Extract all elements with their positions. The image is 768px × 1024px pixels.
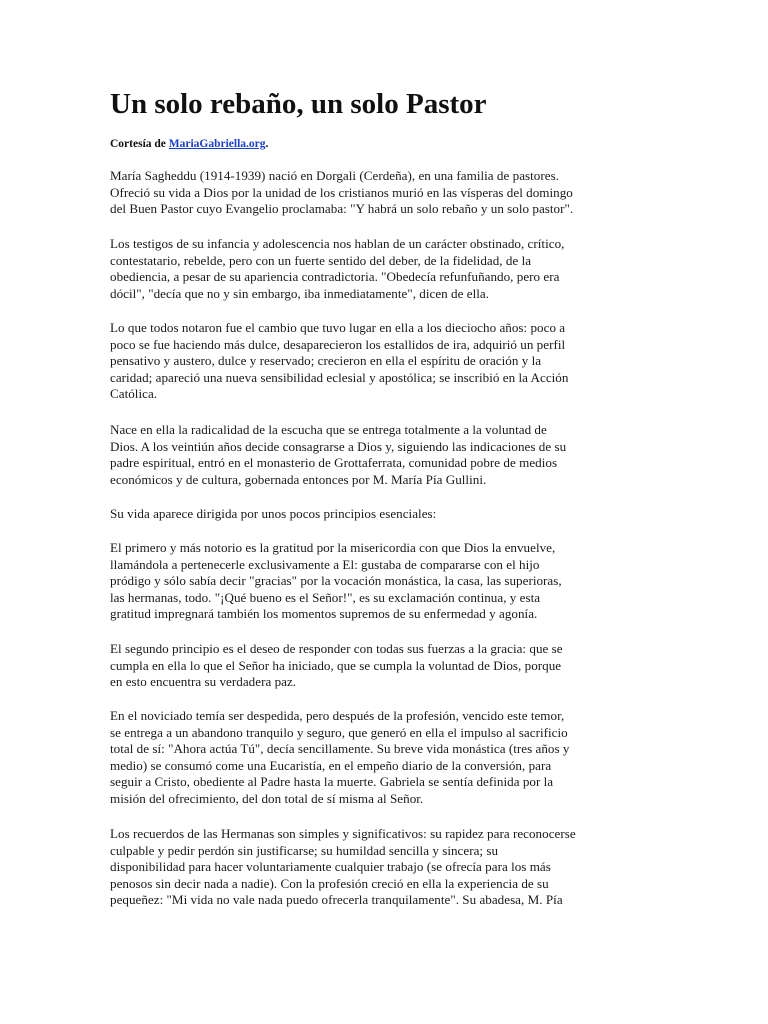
paragraph-3	[110, 320, 568, 403]
text-line: medio) se consumó come una Eucaristía, en el empeño diario de la conversión, para	[110, 757, 552, 773]
text-line: Su vida aparece dirigida por unos pocos principios esenciales:	[110, 506, 437, 521]
courtesy-line	[110, 136, 660, 152]
text-line: Los recuerdos de las Hermanas son simples y significativos: su rapidez para reconocerse	[110, 826, 576, 841]
text-line: El primero y más notorio es la gratitud por la misericordia con que Dios la envuelve,	[110, 540, 556, 555]
text-line: las hermanas, todo. "¡Qué bueno es el Señor!", es su exclamación continua, y esta	[110, 589, 541, 605]
paragraph-4	[110, 422, 566, 488]
text-line: disponibilidad para hacer voluntariamente cualquier trabajo (se ofrecía para los más	[110, 859, 551, 875]
source-link[interactable]: MariaGabriella.org	[168, 138, 266, 150]
text-line: Lo que todos notaron fue el cambio que tuvo lugar en ella a los dieciocho años: poco a	[110, 320, 566, 335]
courtesy-prefix: Cortesía de	[110, 138, 169, 150]
text-line: cumpla en ella lo que el Señor ha iniciado, que se cumpla la voluntad de Dios, porque	[110, 657, 562, 673]
text-line: misión del ofrecimiento, del don total de sí misma al Señor.	[110, 790, 424, 806]
text-line: poco se fue haciendo más dulce, desaparecieron los estallidos de ira, adquirió un perfil	[110, 336, 566, 352]
text-line: gratitud impregnará también los momentos supremos de su enfermedad y agonía.	[110, 606, 538, 622]
text-line: penosos sin decir nada a nadie). Con la profesión creció en ella la experiencia de su	[110, 875, 549, 891]
text-line: El segundo principio es el deseo de responder con todas sus fuerzas a la gracia: que se	[110, 641, 563, 656]
text-line: llamándola a pertenecerle exclusivamente a El: gustaba de compararse con el hijo	[110, 556, 540, 572]
text-line: pequeñez: "Mi vida no vale nada puedo ofrecerla tranquilamente". Su abadesa, M. Pía	[110, 892, 563, 908]
text-line: caridad; apareció una nueva sensibilidad eclesial y apostólica; se inscribió en la Acción	[110, 369, 569, 385]
text-line: del Buen Pastor cuyo Evangelio proclamaba: "Y habrá un solo rebaño y un solo pastor".	[110, 201, 574, 217]
text-line: Ofreció su vida a Dios por la unidad de los cristianos murió en las vísperas del domingo	[110, 184, 573, 200]
text-line: Nace en ella la radicalidad de la escucha que se entrega totalmente a la voluntad de	[110, 422, 547, 437]
courtesy-suffix: .	[265, 138, 269, 150]
text-line: dócil", "decía que no y sin embargo, iba inmediatamente", dicen de ella.	[110, 285, 490, 301]
text-line: contestatario, rebelde, pero con un fuerte sentido del deber, de la fidelidad, de la	[110, 252, 532, 268]
text-line: En el noviciado temía ser despedida, pero después de la profesión, vencido este temor,	[110, 708, 565, 723]
text-line: pródigo y sólo sabía decir "gracias" por la vocación monástica, la casa, las superioras,	[110, 573, 562, 589]
text-line: culpable y pedir perdón sin justificarse; su humildad sencilla y sincera; su	[110, 842, 499, 858]
paragraph-8	[110, 708, 569, 808]
paragraph-7	[110, 641, 563, 691]
document-page	[110, 84, 660, 908]
text-line: padre espiritual, entró en el monasterio de Grottaferrata, comunidad pobre de medios	[110, 455, 558, 471]
paragraph-1	[110, 168, 573, 218]
text-line: se entrega a un abandono tranquilo y seguro, que generó en ella el impulso al sacrificio	[110, 724, 568, 740]
paragraph-6	[110, 540, 562, 623]
paragraph-2	[110, 236, 564, 302]
text-line: Católica.	[110, 386, 158, 402]
text-line: Dios. A los veintiún años decide consagrarse a Dios y, siguiendo las indicaciones de su	[110, 438, 567, 454]
text-line: pensativo y austero, dulce y reservado; crecieron en ella el espíritu de oración y la	[110, 353, 542, 369]
text-line: económicos y de cultura, gobernada entonces por M. María Pía Gullini.	[110, 471, 487, 487]
text-line: María Sagheddu (1914-1939) nació en Dorgali (Cerdeña), en una familia de pastores.	[110, 168, 559, 183]
text-line: Los testigos de su infancia y adolescencia nos hablan de un carácter obstinado, crítico,	[110, 236, 565, 251]
article-title: Un solo rebaño, un solo Pastor	[110, 88, 487, 120]
text-line: total de sí: "Ahora actúa Tú", decía sencillamente. Su breve vida monástica (tres años y	[110, 741, 570, 757]
text-line: obediencia, a pesar de su apariencia contradictoria. "Obedecía refunfuñando, pero era	[110, 269, 560, 285]
paragraph-9	[110, 826, 576, 909]
text-line: seguir a Cristo, obediente al Padre hasta la muerte. Gabriela se sentía definida por la	[110, 774, 554, 790]
text-line: en esto encuentra su verdadera paz.	[110, 674, 297, 690]
paragraph-5	[110, 506, 436, 523]
